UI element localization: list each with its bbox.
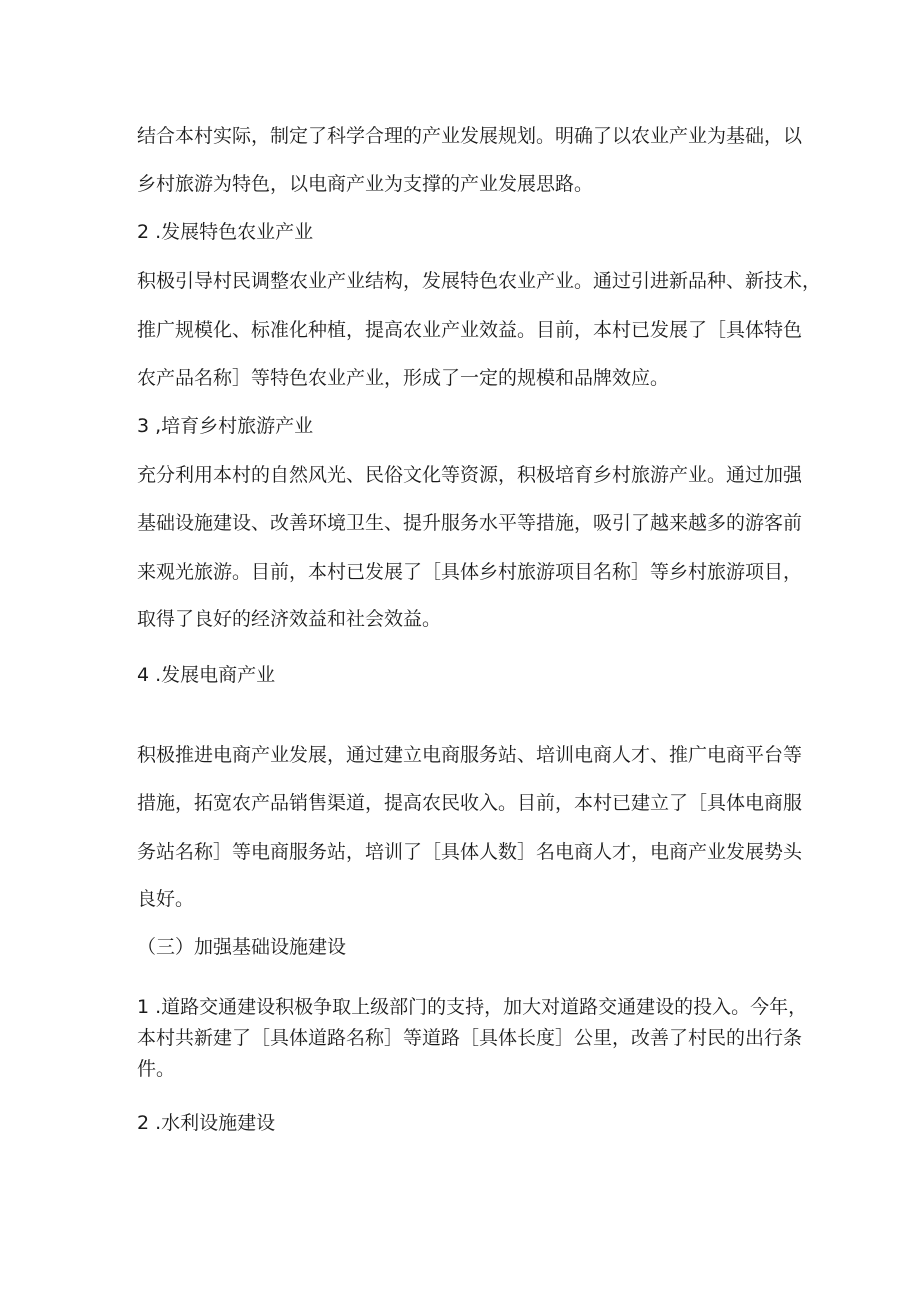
body-text-line: 乡村旅游为特色，以电商产业为支撑的产业发展思路。 [137,173,594,195]
body-text-line: 来观光旅游。目前，本村已发展了［具体乡村旅游项目名称］等乡村旅游项目， [137,561,803,583]
body-text-line: 件。 [137,1058,176,1080]
section-heading: 2 .水利设施建设 [137,1112,276,1134]
section-heading: （三）加强基础设施建设 [137,936,347,958]
body-text-line: 良好。 [137,888,195,910]
body-text-line: 措施，拓宽农产品销售渠道，提高农民收入。目前，本村已建立了［具体电商服 [137,792,803,814]
body-text-line: 积极推进电商产业发展，通过建立电商服务站、培训电商人才、推广电商平台等 [137,744,803,766]
body-text-line: 务站名称］等电商服务站，培训了［具体人数］名电商人才，电商产业发展势头 [137,841,803,863]
body-text-line: 积极引导村民调整农业产业结构，发展特色农业产业。通过引进新品种、新技术， [137,270,822,292]
body-text-line: 推广规模化、标准化种植，提高农业产业效益。目前，本村已发展了［具体特色 [137,319,803,341]
body-text-line: 取得了良好的经济效益和社会效益。 [137,608,442,630]
body-text-line: 结合本村实际，制定了科学合理的产业发展规划。明确了以农业产业为基础，以 [137,125,803,147]
body-text-line: 本村共新建了［具体道路名称］等道路［具体长度］公里，改善了村民的出行条 [137,1027,803,1049]
body-text-line: 农产品名称］等特色农业产业，形成了一定的规模和品牌效应。 [137,367,670,389]
body-text-line: 1 .道路交通建设积极争取上级部门的支持，加大对道路交通建设的投入。今年， [137,996,808,1018]
body-text-line: 充分利用本村的自然风光、民俗文化等资源，积极培育乡村旅游产业。通过加强 [137,464,803,486]
section-heading: 3 ,培育乡村旅游产业 [137,415,314,437]
body-text-line: 基础设施建设、改善环境卫生、提升服务水平等措施，吸引了越来越多的游客前 [137,512,803,534]
section-heading: 4 .发展电商产业 [137,664,276,686]
section-heading: 2 .发展特色农业产业 [137,221,314,243]
